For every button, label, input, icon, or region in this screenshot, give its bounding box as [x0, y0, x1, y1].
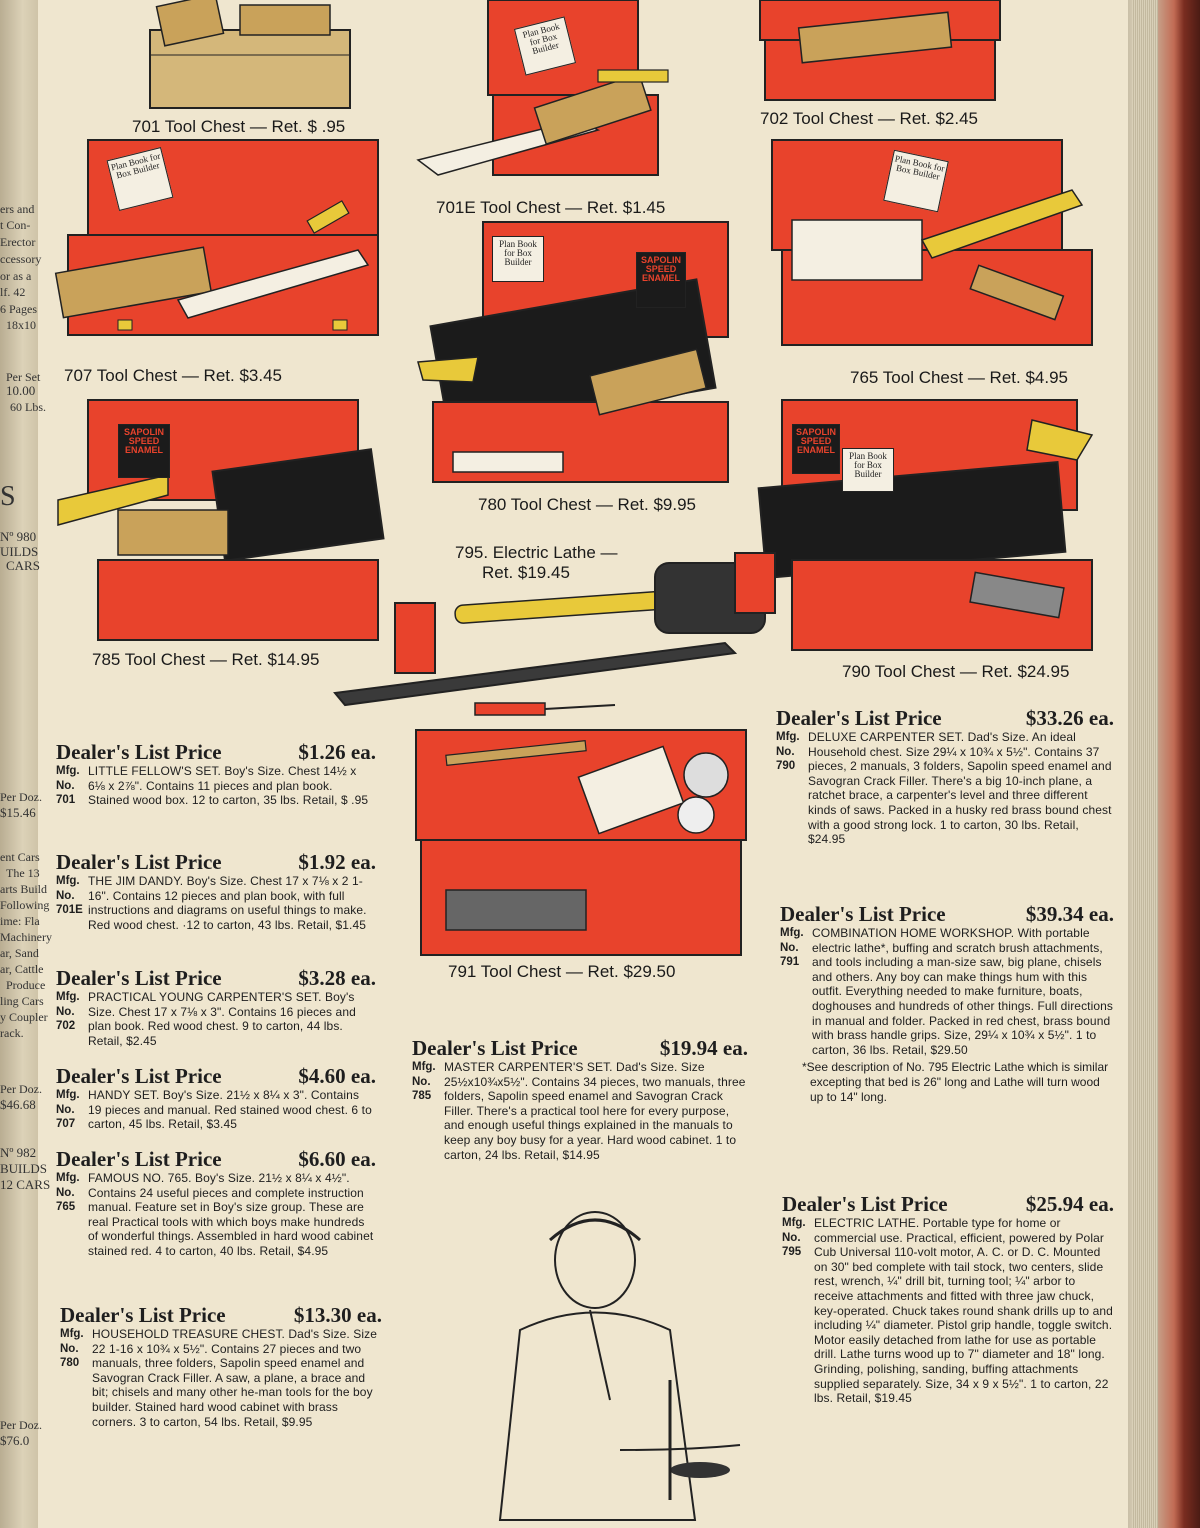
- left-column-fragment: Per Doz.: [0, 790, 42, 804]
- mfg-number-line: 780: [60, 1357, 80, 1370]
- listing-description: [56, 764, 376, 808]
- dealer-list-price-label: Dealer's List Price: [60, 1303, 226, 1327]
- mfg-number-line: 765: [56, 1201, 76, 1214]
- page-edge-lines: [1132, 0, 1158, 1528]
- left-column-fragment: Following: [0, 898, 50, 912]
- mfg-number-line: Mfg.: [782, 1217, 806, 1229]
- left-column-fragment: Per Doz.: [0, 1082, 42, 1096]
- left-column-fragment: rack.: [0, 1026, 24, 1040]
- left-column-fragment: $15.46: [0, 805, 36, 820]
- mfg-number-line: No.: [782, 1231, 801, 1244]
- sapolin-can-780: [636, 252, 686, 308]
- mfg-number-column: [776, 730, 804, 847]
- dealer-price-value: $3.28 ea.: [298, 966, 376, 990]
- mfg-number-line: No.: [56, 1186, 75, 1199]
- mfg-number-line: 701E: [56, 904, 83, 917]
- mfg-number-column: [412, 1060, 440, 1162]
- left-column-fragment: Machinery: [0, 930, 52, 944]
- listing-785: [412, 1036, 748, 1162]
- left-column-fragment: or as a: [0, 269, 32, 283]
- dealer-list-price-heading: [412, 1036, 748, 1060]
- mfg-number-line: No.: [56, 1103, 75, 1116]
- dealer-price-value: $1.26 ea.: [298, 740, 376, 764]
- mfg-number-line: 795: [782, 1246, 802, 1259]
- plan-book-title: Plan Book for Box Builder: [109, 150, 162, 181]
- mfg-number-column: [56, 1171, 84, 1259]
- mfg-number-line: Mfg.: [776, 731, 800, 743]
- left-column-fragment: arts Build: [0, 882, 47, 896]
- mfg-number-line: 790: [776, 760, 796, 773]
- dealer-list-price-label: Dealer's List Price: [776, 706, 942, 730]
- plan-book-title: Plan Book for Box Builder: [849, 451, 887, 479]
- caption-791: 791 Tool Chest — Ret. $29.50: [448, 962, 676, 981]
- chest-791-illustration: [416, 730, 746, 960]
- dealer-list-price-label: Dealer's List Price: [412, 1036, 578, 1060]
- left-column-fragment: BUILDS: [0, 1161, 47, 1176]
- dealer-price-value: $19.94 ea.: [659, 1036, 748, 1060]
- mfg-number-line: 785: [412, 1090, 432, 1103]
- mfg-number-line: No.: [412, 1075, 431, 1088]
- listing-text: FAMOUS NO. 765. Boy's Size. 21½ x 8¼ x 4½". Contains 24 useful pieces and complete instruction manual. Feature set in Boy's size group. These are real Practical tools with which boys make hundreds of wonderful things. Assembled in hard wood cabinet stained red. 4 to carton, 40 lbs. Retail, $4.95: [88, 1171, 374, 1258]
- listing-701: [56, 740, 376, 808]
- caption-707: 707 Tool Chest — Ret. $3.45: [64, 366, 282, 385]
- listing-description: [60, 1327, 382, 1429]
- left-column-fragment: CARS: [6, 558, 40, 573]
- listing-description: [412, 1060, 748, 1162]
- dealer-list-price-heading: [56, 966, 376, 990]
- left-column-fragment: ar, Sand: [0, 946, 39, 960]
- left-column-fragment: The 13: [6, 866, 40, 880]
- dealer-price-value: $13.30 ea.: [293, 1303, 382, 1327]
- chest-707-illustration: [58, 140, 388, 340]
- left-column-fragment: 12 CARS: [0, 1177, 51, 1192]
- dealer-list-price-label: Dealer's List Price: [56, 850, 222, 874]
- mfg-number-line: No.: [780, 941, 799, 954]
- dealer-list-price-heading: [56, 850, 376, 874]
- sapolin-label: SAPOLIN SPEED ENAMEL: [123, 427, 164, 455]
- listing-text: THE JIM DANDY. Boy's Size. Chest 17 x 7⅛ x 2 1-16". Contains 12 pieces and plan book, with full instructions and diagrams on useful things to make. Red wood chest. ·12 to carton, 43 lbs. Retail, $1.45: [88, 874, 367, 932]
- left-column-fragment: 10.00: [6, 383, 36, 398]
- caption-795-line1: 795. Electric Lathe —: [455, 543, 618, 562]
- mfg-number-column: [780, 926, 808, 1057]
- listing-765: [56, 1147, 376, 1259]
- left-column-fragment: ers and: [0, 202, 35, 216]
- left-column-fragment: ime: Fla: [0, 914, 40, 928]
- mfg-number-line: No.: [56, 779, 75, 792]
- chest-701-illustration: [150, 0, 350, 110]
- left-column-fragment: 6 Pages: [0, 302, 37, 316]
- left-column-fragment: ling Cars: [0, 994, 44, 1008]
- dealer-list-price-heading: [56, 740, 376, 764]
- dealer-list-price-heading: [60, 1303, 382, 1327]
- dealer-list-price-heading: [56, 1064, 376, 1088]
- caption-702: 702 Tool Chest — Ret. $2.45: [760, 109, 978, 128]
- caption-790: 790 Tool Chest — Ret. $24.95: [842, 662, 1070, 681]
- left-column-fragment: ccessory: [0, 252, 42, 266]
- mfg-number-line: Mfg.: [780, 927, 804, 939]
- man-at-lathe-drawing: [500, 1200, 750, 1520]
- mfg-number-line: No.: [776, 745, 795, 758]
- listing-text: LITTLE FELLOW'S SET. Boy's Size. Chest 14½ x 6⅛ x 2⅞". Contains 11 pieces and plan book. Stained wood box. 12 to carton, 35 lbs. Retail, $ .95: [88, 764, 369, 808]
- dealer-list-price-heading: [776, 706, 1114, 730]
- listing-text: DELUXE CARPENTER SET. Dad's Size. An ideal Household chest. Size 29¼ x 10¾ x 5½". Contains 37 pieces, 2 manuals, 3 folders, Sapolin speed enamel and Savogran Crack Filler. There's a big 10-inch plane, a ratchet brace, a carpenter's level and three different kinds of saws. Packed in a husky red brass bound chest with a good strong lock. 1 to carton, 30 lbs. Retail, $24.95: [808, 730, 1112, 847]
- dealer-list-price-label: Dealer's List Price: [56, 1064, 222, 1088]
- dealer-price-value: $6.60 ea.: [298, 1147, 376, 1171]
- left-column-fragment: y Coupler: [0, 1010, 48, 1024]
- dealer-list-price-heading: [56, 1147, 376, 1171]
- caption-780: 780 Tool Chest — Ret. $9.95: [478, 495, 696, 514]
- listing-790: [776, 706, 1114, 847]
- mfg-number-line: 707: [56, 1118, 76, 1131]
- plan-book-780: [492, 236, 544, 282]
- dealer-price-value: $33.26 ea.: [1025, 706, 1114, 730]
- dealer-list-price-label: Dealer's List Price: [56, 966, 222, 990]
- plan-book-title: Plan Book for Box Builder: [499, 239, 537, 267]
- mfg-number-line: 701: [56, 794, 76, 807]
- plan-book-765: [883, 150, 949, 213]
- mfg-number-line: No.: [56, 889, 75, 902]
- chest-780-illustration: [418, 222, 748, 492]
- chest-702-illustration: [760, 0, 1000, 105]
- dealer-list-price-label: Dealer's List Price: [782, 1192, 948, 1216]
- dealer-price-value: $25.94 ea.: [1025, 1192, 1114, 1216]
- left-column-fragment: Per Set: [6, 370, 41, 384]
- left-column-fragment: 60 Lbs.: [10, 400, 46, 414]
- left-column-fragment: S: [0, 481, 16, 512]
- listing-text: MASTER CARPENTER'S SET. Dad's Size. Size 25½x10¾x5½". Contains 34 pieces, two manuals, three folders, Sapolin speed enamel and Savogran Crack Filler. There's a practical tool here for every purpose, and enough useful things explained in the manuals to keep any boy busy for a year. Hard wood cabinet. 1 to carton, 24 lbs. Retail, $14.95: [444, 1060, 746, 1162]
- dealer-list-price-label: Dealer's List Price: [56, 740, 222, 764]
- sapolin-label: SAPOLIN SPEED ENAMEL: [795, 427, 836, 455]
- dealer-list-price-label: Dealer's List Price: [56, 1147, 222, 1171]
- left-column-fragment: ar, Cattle: [0, 962, 44, 976]
- listing-text: COMBINATION HOME WORKSHOP. With portable electric lathe*, buffing and scratch brush attachments, and tools including a man-size saw, big plane, chisels and others. Any boy can make things hum with this outfit. Everything needed to make furniture, boats, doghouses and hundreds of other things. Full directions in manual and folder. Packed in red chest, brass bound with brass handle grips. Size, 29¼ x 10¾ x 5½". 1 to carton, 36 lbs. Retail, $29.50: [812, 926, 1114, 1057]
- left-column-fragment: Nº 982: [0, 1145, 37, 1160]
- sapolin-can-785: [118, 424, 170, 478]
- mfg-number-line: Mfg.: [56, 991, 80, 1003]
- listing-description: [56, 874, 376, 932]
- lathe-795-illustration: [325, 553, 795, 733]
- mfg-number-line: No.: [60, 1342, 79, 1355]
- mfg-number-line: Mfg.: [412, 1061, 436, 1073]
- mfg-number-column: [60, 1327, 88, 1429]
- dealer-price-value: $39.34 ea.: [1025, 902, 1114, 926]
- listing-701e: [56, 850, 376, 932]
- listing-text: HOUSEHOLD TREASURE CHEST. Dad's Size. Size 22 1-16 x 10¾ x 5½". Contains 27 pieces and two manuals, three folders, Sapolin speed enamel and Savogran Crack Filler. A saw, a plane, a brace and bit; chisels and many other he-man tools for the boy builder. Stained hard wood cabinet with brass corners. 3 to carton, 54 lbs. Retail, $9.95: [92, 1327, 378, 1429]
- mfg-number-column: [782, 1216, 810, 1406]
- listing-780: [60, 1303, 382, 1429]
- left-column-fragment: lf. 42: [0, 285, 26, 299]
- left-column-fragment: Nº 980: [0, 529, 37, 544]
- listing-description: [780, 926, 1114, 1057]
- caption-701e: 701E Tool Chest — Ret. $1.45: [436, 198, 666, 217]
- mfg-number-column: [56, 990, 84, 1048]
- mfg-number-column: [56, 1088, 84, 1132]
- listing-description: [56, 1088, 376, 1132]
- caption-785: 785 Tool Chest — Ret. $14.95: [92, 650, 320, 669]
- listing-707: [56, 1064, 376, 1132]
- mfg-number-line: No.: [56, 1005, 75, 1018]
- mfg-number-line: 791: [780, 956, 800, 969]
- left-column-fragment: $76.0: [0, 1433, 30, 1448]
- mfg-number-column: [56, 874, 84, 932]
- mfg-number-line: Mfg.: [56, 1089, 80, 1101]
- mfg-number-line: Mfg.: [56, 765, 80, 777]
- dealer-list-price-heading: [782, 1192, 1114, 1216]
- left-column-fragment: 18x10: [6, 318, 36, 332]
- caption-765: 765 Tool Chest — Ret. $4.95: [850, 368, 1068, 387]
- listing-text: PRACTICAL YOUNG CARPENTER'S SET. Boy's Size. Chest 17 x 7⅛ x 3". Contains 16 pieces and plan book. Red wood chest. 9 to carton, 44 lbs. Retail, $2.45: [88, 990, 356, 1048]
- caption-795-line2: Ret. $19.45: [482, 563, 570, 582]
- plan-book-title: Plan Book for Box Builder: [521, 21, 561, 57]
- caption-701: 701 Tool Chest — Ret. $ .95: [132, 117, 346, 136]
- mfg-number-column: [56, 764, 84, 808]
- dealer-list-price-label: Dealer's List Price: [780, 902, 946, 926]
- left-column-fragment: t Con-: [0, 218, 31, 232]
- listing-text: ELECTRIC LATHE. Portable type for home or commercial use. Practical, efficient, powered by Polar Cub Universal 110-volt motor, A. C. or D. C. Mounted on 30" bed complete with tail stock, two centers, slide rest, wrench, ¼" drill bit, turning tool; ¼" arbor to receive attachments and fitted with three jaw chuck, key-operated. Chuck takes round shank drills up to and including ¼" diameter. Pistol grip handle, toggle switch. Motor easily detached from lathe for use as portable drill. Lathe turns wood up to 7" diameter and 18" long. Grinding, polishing, sanding, buffing attachments supplied separately. Size, 34 x 9 x 5½". 1 to carton, 22 lbs. Retail, $19.45: [814, 1216, 1113, 1406]
- listing-description: [56, 990, 376, 1048]
- left-column-fragment: Erector: [0, 235, 36, 249]
- sapolin-label: SAPOLIN SPEED ENAMEL: [640, 255, 681, 283]
- listing-footnote: *See description of No. 795 Electric Lathe which is similar excepting that bed is 26" long and Lathe will turn wood up to 14" long.: [802, 1060, 1109, 1104]
- dealer-list-price-heading: [780, 902, 1114, 926]
- left-column-fragment: Per Doz.: [0, 1418, 42, 1432]
- mfg-number-line: Mfg.: [56, 1172, 80, 1184]
- listing-text: HANDY SET. Boy's Size. 21½ x 8¼ x 3". Contains 19 pieces and manual. Red stained wood chest. 6 to carton, 45 lbs. Retail, $3.45: [88, 1088, 372, 1132]
- left-column-fragment: ent Cars: [0, 850, 40, 864]
- listing-description: [782, 1216, 1114, 1406]
- listing-791: [780, 902, 1114, 1104]
- listing-description: [56, 1171, 376, 1259]
- dealer-price-value: $4.60 ea.: [298, 1064, 376, 1088]
- mfg-number-line: Mfg.: [56, 875, 80, 887]
- mfg-number-line: Mfg.: [60, 1328, 84, 1340]
- mfg-number-line: 702: [56, 1020, 76, 1033]
- listing-description: [776, 730, 1114, 847]
- listing-795: [782, 1192, 1114, 1406]
- dealer-price-value: $1.92 ea.: [298, 850, 376, 874]
- listing-702: [56, 966, 376, 1048]
- left-column-fragment: UILDS: [0, 544, 39, 559]
- plan-book-790: [842, 448, 894, 492]
- left-column-fragment: $46.68: [0, 1097, 36, 1112]
- left-column-fragment: Produce: [6, 978, 46, 992]
- sapolin-can-790: [792, 424, 840, 474]
- plan-book-title: Plan Book for Box Builder: [894, 153, 946, 182]
